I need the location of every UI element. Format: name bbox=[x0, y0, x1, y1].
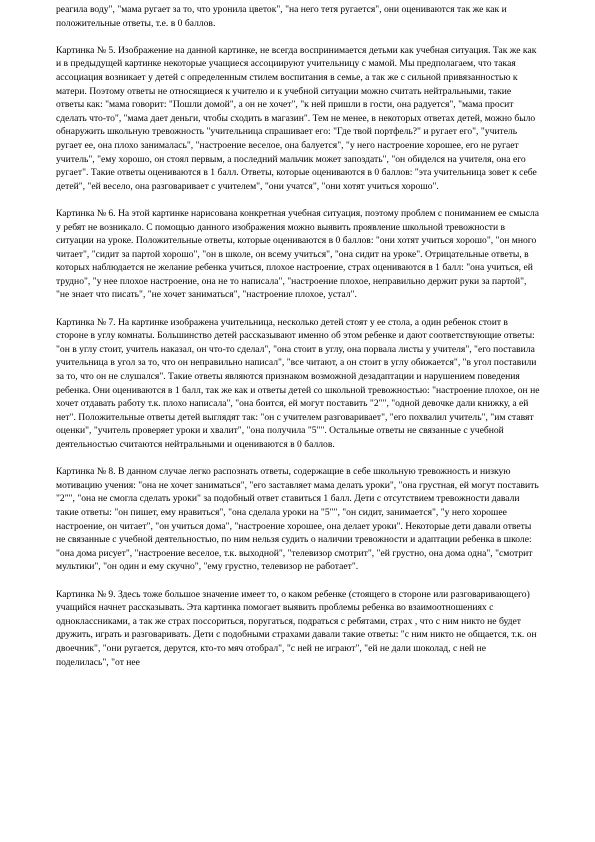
paragraph-picture-5: Картинка № 5. Изображение на данной картинке, не всегда воспринимается детьми как учебная ситуация. Так же как и в предыдущей картинке некоторые учащиеся ассоциируют учительницу с мамой. Мы предполагаем, что такая ассоциация возникает у детей с определенным стилем воспитания в семье, а так же с сильной привязанностью к матери. Поэтому ответы не относящиеся к учителю и к учебной ситуации можно считать нейтральными, такие ответы как: "мама говорит: "Пошли домой", а он не хочет", "к ней пришли в гости, она радуется", "мама просит сделать что-то", "мама дает деньги, чтобы сходить в магазин". Тем не менее, в некоторых ответах детей, можно было обнаружить школьную тревожность "учительница спрашивает его: "Где твой портфель?" и ругает его", "учитель ругает ее, она плохо занималась", "настроение веселое, она балуется", "у него настроение хорошее, его не ругает учитель", "ему хорошо, он стоял первым, а последний мальчик может запоздать", "он обиделся на учителя, она его ругает". Такие ответы оцениваются в 1 балл. Ответы, которые оцениваются в 0 баллов: "эта учительница зовет к себе детей", "ей весело, она разговаривает с учителем", "они учатся", "они хотят учиться хорошо". bbox=[56, 44, 537, 192]
paragraph-picture-8: Картинка № 8. В данном случае легко распознать ответы, содержащие в себе школьную тревожность и низкую мотивацию учения: "она не хочет заниматься", "его заставляет мама делать уроки", "она грустная, ей могут поставить "2"", "она не смогла сделать уроки" за подобный ответ ставиться 1 балл. Дети с отсутствием тревожности давали такие ответы: "он пишет, ему нравиться", "она сделала уроки на "5"", "он сидит, занимается", "у него хорошее настроение, он читает", "он учиться дома", "настроение хорошее, она делает уроки". Некоторые дети давали ответы не связанные с учебной деятельностью, по ним нельзя судить о наличии тревожности и адаптации ребенка в школе: "она дома рисует", "настроение веселое, т.к. выходной", "телевизор смотрит", "ей грустно, она дома одна", "смотрит мультики", "он один и ему скучно", "ему грустно, телевизор не работает". bbox=[56, 466, 539, 573]
paragraph-picture-7: Картинка № 7. На картинке изображена учительница, несколько детей стоят у ее стола, а один ребенок стоит в стороне в углу комнаты. Большинство детей рассказывают именно об этом ребенке и дают соответствующие ответы: "он в углу стоит, учитель наказал, он что-то сделал", "она стоит в углу, она порвала листы у учителя", "его поставила учительница в угол за то, что он неправильно написал", "все читают, а он стоит в углу обижается", "в угол поставили за то, что он не слушался". Такие ответы являются признаком возможной дезадаптации и нарушением поведения ребенка. Они оцениваются в 1 балл, так же как и ответы детей со школьной тревожностью: "настроение плохое, он не хочет отдавать работу т.к. плохо написала", "она боится, ей могут поставить "2"", "одной девочке дали книжку, а ей нет". Положительные ответы детей выглядят так: "он с учителем разговаривает", "его похвалил учитель", "им ставят оценки", "учитель проверяет уроки и хвалит", "она получила "5"". Остальные ответы не связанные с учебной деятельностью считаются нейтральными и оцениваются в 0 баллов. bbox=[56, 316, 540, 450]
paragraph-continuation: реагила воду", "мама ругает за то, что уронила цветок", "на него тетя ругается", они оцениваются так же как и положительные ответы, т.е. в 0 баллов. bbox=[56, 4, 507, 29]
paragraph-picture-6: Картинка № 6. На этой картинке нарисована конкретная учебная ситуация, поэтому проблем с пониманием ее смысла у ребят не возникало. С помощью данного изображения можно выявить проявление школьной тревожности в ситуации на уроке. Положительные ответы, которые оцениваются в 0 баллов: "они хотят учиться хорошо", "он много читает", "сидит за партой хорошо", "он в школе, он всему учиться", "она сидит на уроке". Отрицательные ответы, в которых наблюдается не желание ребенка учиться, плохое настроение, страх оцениваются в 1 балл: "она учиться, ей трудно", "у нее плохое настроение, она не то написала", "настроение плохое, неправильно держит руки за партой", "не знает что писать", "не хочет заниматься", "настроение плохое, устал". bbox=[56, 207, 540, 301]
paragraph-picture-9: Картинка № 9. Здесь тоже большое значение имеет то, о каком ребенке (стоящего в стороне или разговаривающего) учащийся начнет рассказывать. Эта картинка помогает выявить проблемы ребенка во взаимоотношениях с одноклассниками, а так же страх поссориться, поругаться, подраться с ребятами, страх , что с ним никто не будет дружить, играть и разговаривать. Дети с подобными страхами давали такие ответы: "с ним никто не общается, т.к. он двоечник", "они ругается, дерутся, кто-то мяч отобрал", "с ней не играют", "ей не дали шоколад, с ней не поделилась", "от нее bbox=[56, 588, 537, 668]
